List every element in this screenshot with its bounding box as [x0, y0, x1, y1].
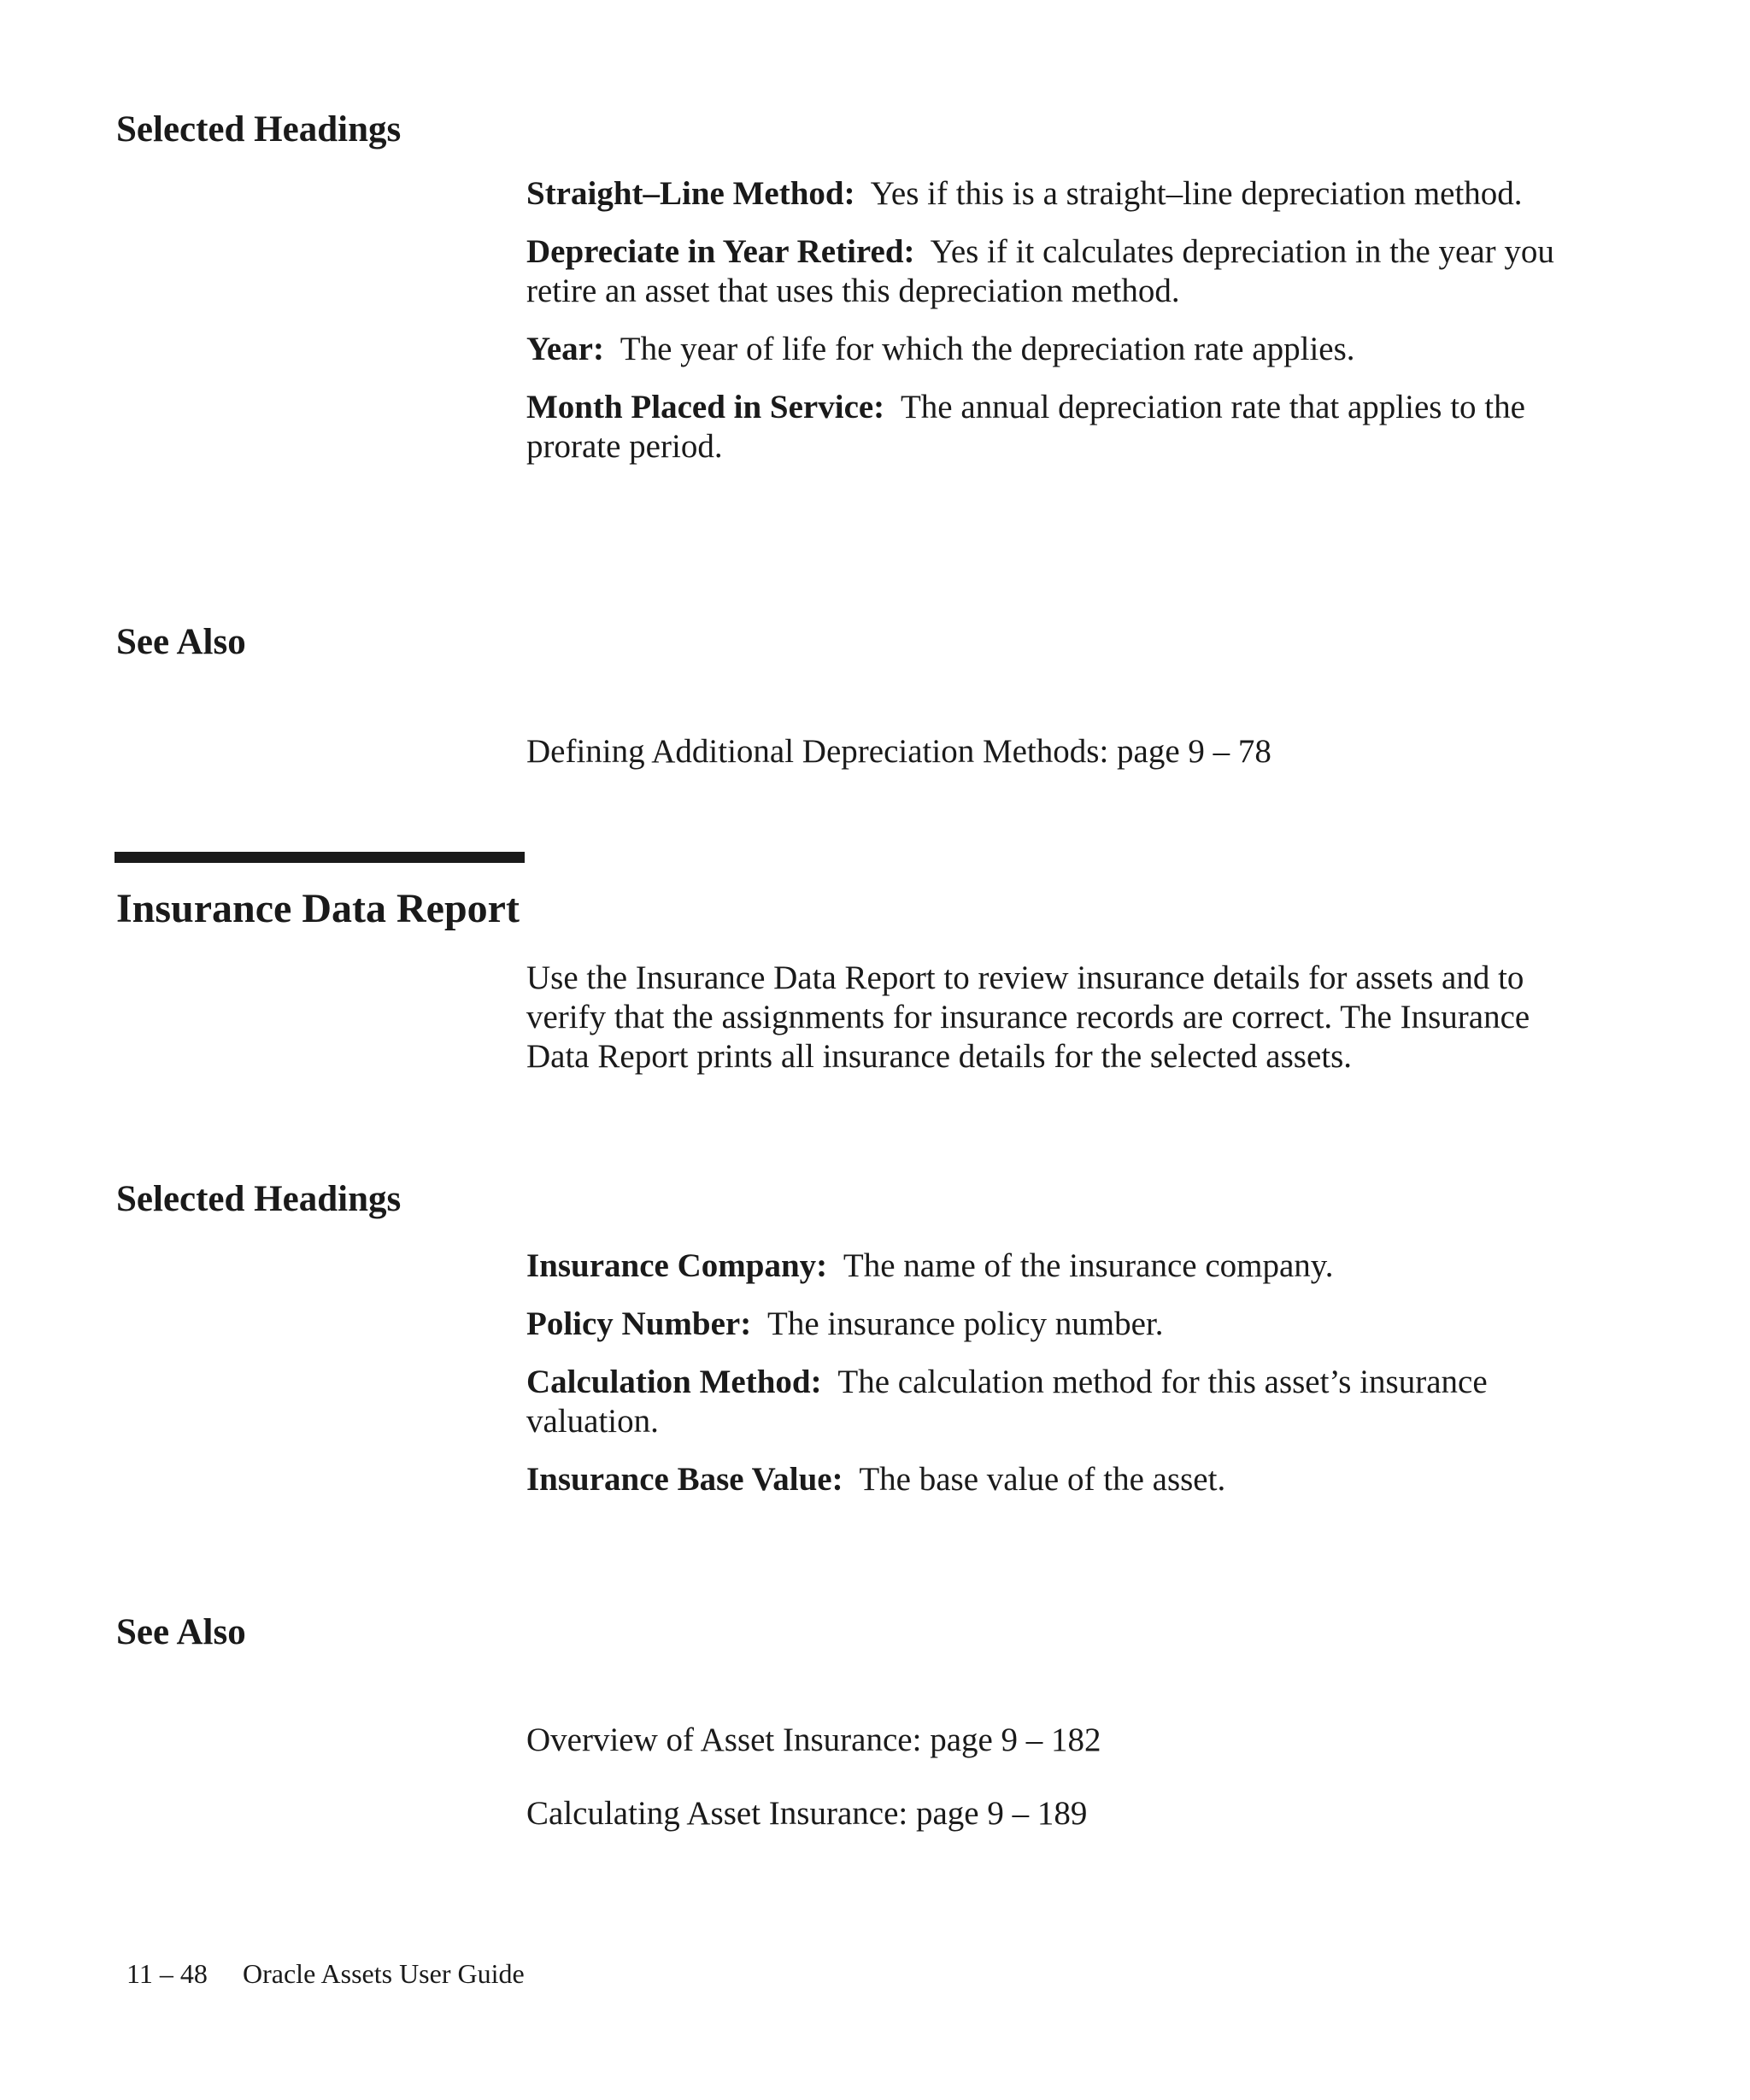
heading-definitions-list — [526, 174, 1560, 466]
definition-text: The name of the insurance company. — [843, 1247, 1334, 1284]
selected-headings-heading: Selected Headings — [116, 1179, 402, 1219]
definition-term: Calculation Method: — [526, 1364, 822, 1400]
intro-paragraph: Use the Insurance Data Report to review insurance details for assets and to verify that the assignments for insurance records are correct. The Insurance Data Report prints all insurance details for the selected assets. — [526, 959, 1530, 1075]
definition-item — [526, 1363, 1560, 1441]
definition-text: Yes if it calculates depreciation in the year you retire an asset that uses this depreciation method. — [526, 233, 1554, 309]
definition-term: Month Placed in Service: — [526, 389, 885, 425]
definition-text: The base value of the asset. — [859, 1461, 1226, 1498]
definition-term: Straight–Line Method: — [526, 175, 855, 212]
cross-reference-link[interactable]: Calculating Asset Insurance: page 9 – 189 — [526, 1795, 1088, 1832]
cross-reference-link[interactable]: Defining Additional Depreciation Methods: page 9 – 78 — [526, 733, 1271, 770]
section-title: Insurance Data Report — [116, 886, 520, 931]
section-divider — [115, 852, 525, 863]
definition-text: The annual depreciation rate that applies to the prorate period. — [526, 389, 1525, 465]
section-intro — [526, 959, 1560, 1076]
definition-item — [526, 330, 1560, 369]
definition-item — [526, 1247, 1560, 1286]
definition-term: Year: — [526, 331, 604, 367]
selected-headings-heading: Selected Headings — [116, 109, 402, 150]
definition-item — [526, 232, 1560, 311]
definition-item — [526, 1305, 1560, 1344]
definition-term: Depreciate in Year Retired: — [526, 233, 915, 270]
cross-reference-link[interactable]: Overview of Asset Insurance: page 9 – 182 — [526, 1722, 1101, 1758]
see-also-heading: See Also — [116, 622, 246, 662]
see-also-links — [526, 732, 1560, 771]
book-title: Oracle Assets User Guide — [243, 1958, 525, 1989]
definition-text: The calculation method for this asset’s insurance valuation. — [526, 1364, 1488, 1440]
heading-definitions-list — [526, 1247, 1560, 1499]
definition-text: The year of life for which the depreciation rate applies. — [620, 331, 1355, 367]
page-footer — [126, 1956, 525, 1991]
definition-term: Insurance Base Value: — [526, 1461, 843, 1498]
see-also-links — [526, 1721, 1560, 1833]
definition-text: The insurance policy number. — [767, 1305, 1164, 1342]
page-number: 11 – 48 — [126, 1958, 208, 1989]
definition-term: Insurance Company: — [526, 1247, 828, 1284]
see-also-heading: See Also — [116, 1612, 246, 1652]
definition-item — [526, 174, 1560, 214]
definition-text: Yes if this is a straight–line depreciation method. — [870, 175, 1523, 212]
definition-item — [526, 1460, 1560, 1499]
definition-item — [526, 388, 1560, 466]
definition-term: Policy Number: — [526, 1305, 752, 1342]
